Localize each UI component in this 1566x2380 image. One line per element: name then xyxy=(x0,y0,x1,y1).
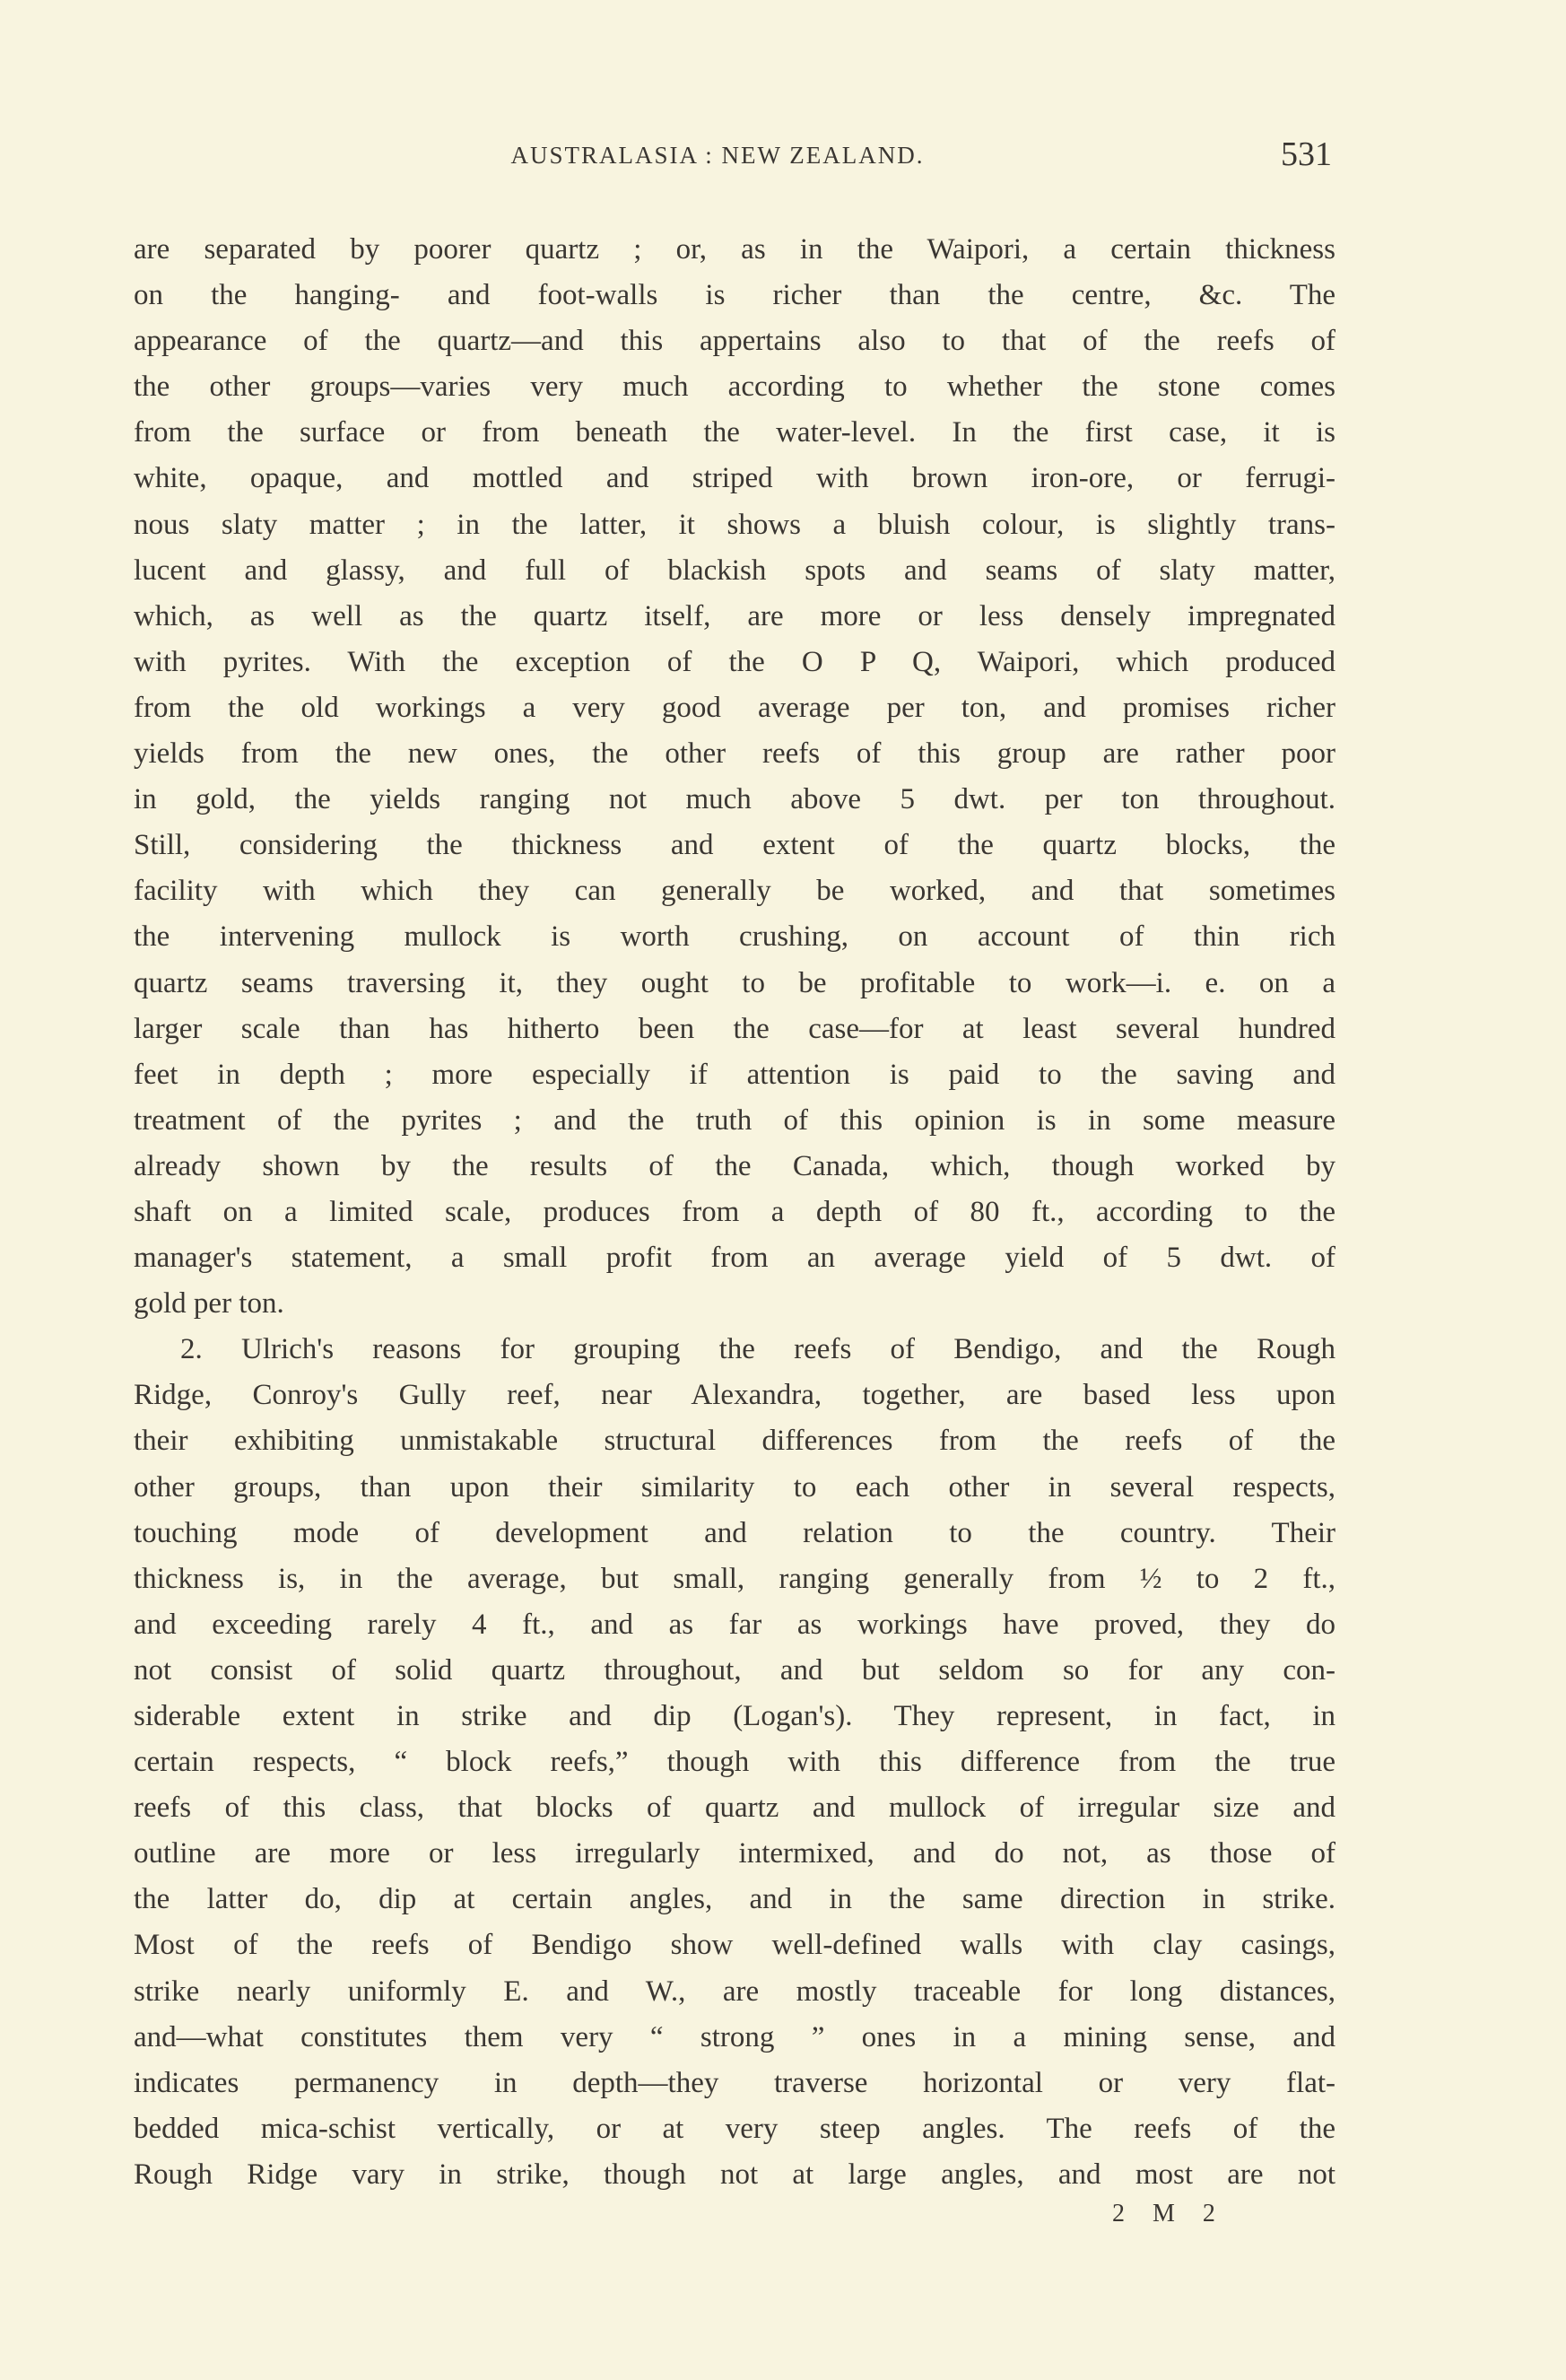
text-line: indicates permanency in depth—they traverse horizontal or very flat- xyxy=(134,2066,1335,2099)
text-line: and exceeding rarely 4 ft., and as far as workings have proved, they do xyxy=(134,1608,1335,1641)
text-line: from the old workings a very good average per ton, and promises richer xyxy=(134,691,1335,724)
text-line: siderable extent in strike and dip (Logan's). They represent, in fact, in xyxy=(134,1700,1335,1732)
text-line: lucent and glassy, and full of blackish spots and seams of slaty matter, xyxy=(134,554,1335,587)
text-line: larger scale than has hitherto been the case—for at least several hundred xyxy=(134,1012,1335,1045)
text-line: quartz seams traversing it, they ought to be profitable to work—i. e. on a xyxy=(134,966,1335,999)
text-line: yields from the new ones, the other reefs of this group are rather poor xyxy=(134,737,1335,771)
text-line: manager's statement, a small profit from an average yield of 5 dwt. of xyxy=(134,1242,1335,1275)
text-line: in gold, the yields ranging not much above 5 dwt. per ton throughout. xyxy=(134,783,1335,816)
text-line: Still, considering the thickness and extent of the quartz blocks, the xyxy=(134,829,1335,862)
text-line: treatment of the pyrites ; and the truth of this opinion is in some measure xyxy=(134,1103,1335,1137)
text-line: and—what constitutes them very “ strong ” ones in a mining sense, and xyxy=(134,2020,1335,2053)
text-line: not consist of solid quartz throughout, and but seldom so for any con- xyxy=(134,1653,1335,1687)
text-line: are separated by poorer quartz ; or, as in the Waipori, a certain thickness xyxy=(134,233,1335,266)
text-line: Most of the reefs of Bendigo show well-defined walls with clay casings, xyxy=(134,1929,1335,1962)
text-line: outline are more or less irregularly intermixed, and do not, as those of xyxy=(134,1837,1335,1870)
text-line: the latter do, dip at certain angles, and in the same direction in strike. xyxy=(134,1883,1335,1916)
text-line: other groups, than upon their similarity to each other in several respects, xyxy=(134,1470,1335,1504)
text-line: 2. Ulrich's reasons for grouping the reefs of Bendigo, and the Rough xyxy=(180,1333,1335,1366)
text-line: on the hanging- and foot-walls is richer than the centre, &c. The xyxy=(134,279,1335,312)
text-line: with pyrites. With the exception of the O P Q, Waipori, which produced xyxy=(134,645,1335,678)
text-line: shaft on a limited scale, produces from a depth of 80 ft., according to the xyxy=(134,1195,1335,1228)
text-line: their exhibiting unmistakable structural differences from the reefs of the xyxy=(134,1425,1335,1458)
text-line: strike nearly uniformly E. and W., are mostly traceable for long distances, xyxy=(134,1975,1335,2008)
text-line: Rough Ridge vary in strike, though not at large angles, and most are not xyxy=(134,2158,1335,2191)
text-line: already shown by the results of the Canada, which, though worked by xyxy=(134,1149,1335,1182)
text-line: certain respects, “ block reefs,” though with this difference from the true xyxy=(134,1746,1335,1779)
text-line: the other groups—varies very much according to whether the stone comes xyxy=(134,371,1335,404)
text-line: from the surface or from beneath the water-level. In the first case, it is xyxy=(134,416,1335,449)
text-line: which, as well as the quartz itself, are more or less densely impregnated xyxy=(134,599,1335,632)
text-line: appearance of the quartz—and this appertains also to that of the reefs of xyxy=(134,325,1335,358)
page-number: 531 xyxy=(1281,135,1332,173)
text-line: white, opaque, and mottled and striped with brown iron-ore, or ferrugi- xyxy=(134,462,1335,495)
running-head: AUSTRALASIA : NEW ZEALAND. xyxy=(510,142,925,169)
text-line: gold per ton. xyxy=(134,1287,284,1321)
text-line: the intervening mullock is worth crushing, on account of thin rich xyxy=(134,920,1335,954)
text-line: Ridge, Conroy's Gully reef, near Alexandra, together, are based less upon xyxy=(134,1379,1335,1412)
text-line: thickness is, in the average, but small, ranging generally from ½ to 2 ft., xyxy=(134,1562,1335,1595)
text-line: reefs of this class, that blocks of quartz and mullock of irregular size and xyxy=(134,1792,1335,1825)
signature-mark: 2 M 2 xyxy=(1112,2200,1226,2227)
text-line: facility with which they can generally be worked, and that sometimes xyxy=(134,875,1335,908)
text-line: nous slaty matter ; in the latter, it shows a bluish colour, is slightly trans- xyxy=(134,508,1335,541)
text-line: touching mode of development and relation to the country. Their xyxy=(134,1516,1335,1549)
text-line: bedded mica-schist vertically, or at very steep angles. The reefs of the xyxy=(134,2112,1335,2145)
text-line: feet in depth ; more especially if attention is paid to the saving and xyxy=(134,1058,1335,1091)
body-text xyxy=(134,227,1335,2198)
